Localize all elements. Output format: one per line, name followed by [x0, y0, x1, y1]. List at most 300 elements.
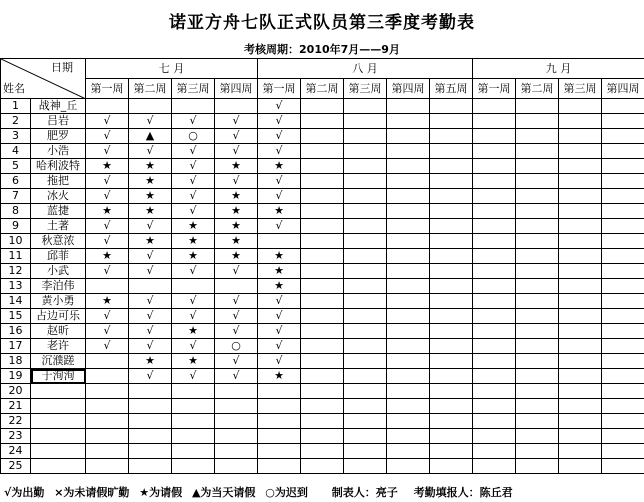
attendance-cell[interactable]	[215, 444, 258, 459]
attendance-cell[interactable]	[602, 234, 644, 249]
attendance-cell[interactable]	[516, 444, 559, 459]
attendance-cell[interactable]	[258, 234, 301, 249]
member-name-cell[interactable]	[31, 459, 86, 474]
attendance-cell[interactable]: ★	[172, 354, 215, 369]
attendance-cell[interactable]	[430, 324, 473, 339]
attendance-cell[interactable]	[559, 99, 602, 114]
attendance-cell[interactable]	[301, 444, 344, 459]
attendance-cell[interactable]	[516, 159, 559, 174]
attendance-cell[interactable]: √	[172, 204, 215, 219]
attendance-cell[interactable]	[301, 99, 344, 114]
attendance-cell[interactable]	[344, 354, 387, 369]
row-number-cell[interactable]: 2	[1, 114, 31, 129]
attendance-cell[interactable]	[602, 219, 644, 234]
attendance-cell[interactable]	[430, 369, 473, 384]
attendance-cell[interactable]	[430, 264, 473, 279]
attendance-cell[interactable]	[301, 189, 344, 204]
attendance-cell[interactable]	[172, 429, 215, 444]
attendance-cell[interactable]	[344, 99, 387, 114]
attendance-cell[interactable]	[473, 129, 516, 144]
row-number-cell[interactable]: 16	[1, 324, 31, 339]
attendance-cell[interactable]	[129, 444, 172, 459]
row-number-cell[interactable]: 10	[1, 234, 31, 249]
attendance-cell[interactable]: √	[129, 114, 172, 129]
attendance-cell[interactable]	[387, 279, 430, 294]
attendance-cell[interactable]	[473, 324, 516, 339]
attendance-cell[interactable]	[387, 219, 430, 234]
attendance-cell[interactable]: √	[258, 309, 301, 324]
attendance-cell[interactable]: ★	[215, 219, 258, 234]
attendance-cell[interactable]	[559, 204, 602, 219]
attendance-cell[interactable]	[559, 429, 602, 444]
attendance-cell[interactable]: √	[129, 144, 172, 159]
attendance-cell[interactable]	[602, 309, 644, 324]
attendance-cell[interactable]	[516, 129, 559, 144]
member-name-cell[interactable]: 吕岩	[31, 114, 86, 129]
attendance-cell[interactable]	[559, 264, 602, 279]
row-number-cell[interactable]: 3	[1, 129, 31, 144]
attendance-cell[interactable]: √	[258, 129, 301, 144]
attendance-cell[interactable]: √	[86, 309, 129, 324]
attendance-cell[interactable]	[387, 309, 430, 324]
attendance-cell[interactable]	[430, 159, 473, 174]
attendance-cell[interactable]	[172, 399, 215, 414]
attendance-cell[interactable]	[559, 234, 602, 249]
attendance-cell[interactable]	[473, 264, 516, 279]
member-name-cell[interactable]: 土著	[31, 219, 86, 234]
attendance-cell[interactable]	[86, 414, 129, 429]
attendance-cell[interactable]: √	[86, 264, 129, 279]
attendance-cell[interactable]	[215, 459, 258, 474]
attendance-cell[interactable]	[602, 444, 644, 459]
attendance-cell[interactable]	[602, 204, 644, 219]
header-corner[interactable]	[1, 59, 86, 99]
attendance-cell[interactable]	[559, 129, 602, 144]
attendance-cell[interactable]: √	[215, 354, 258, 369]
attendance-cell[interactable]	[559, 339, 602, 354]
attendance-cell[interactable]	[430, 99, 473, 114]
attendance-cell[interactable]	[559, 399, 602, 414]
attendance-cell[interactable]	[301, 309, 344, 324]
attendance-cell[interactable]	[602, 414, 644, 429]
attendance-cell[interactable]	[516, 279, 559, 294]
attendance-cell[interactable]	[344, 219, 387, 234]
member-name-cell[interactable]	[31, 429, 86, 444]
attendance-cell[interactable]	[559, 294, 602, 309]
attendance-cell[interactable]: √	[215, 309, 258, 324]
attendance-cell[interactable]: √	[258, 219, 301, 234]
row-number-cell[interactable]: 1	[1, 99, 31, 114]
week-header-august-2[interactable]: 第二周	[301, 79, 344, 99]
attendance-cell[interactable]: √	[172, 309, 215, 324]
attendance-cell[interactable]	[344, 309, 387, 324]
attendance-cell[interactable]	[344, 429, 387, 444]
attendance-cell[interactable]	[301, 414, 344, 429]
attendance-cell[interactable]: √	[86, 174, 129, 189]
attendance-cell[interactable]: ★	[129, 189, 172, 204]
attendance-cell[interactable]: ★	[172, 219, 215, 234]
member-name-cell[interactable]: 老许	[31, 339, 86, 354]
attendance-cell[interactable]: ★	[86, 204, 129, 219]
attendance-cell[interactable]: √	[86, 234, 129, 249]
attendance-cell[interactable]	[559, 219, 602, 234]
attendance-cell[interactable]: √	[258, 354, 301, 369]
attendance-cell[interactable]: ★	[215, 234, 258, 249]
attendance-cell[interactable]	[258, 444, 301, 459]
month-header-september[interactable]: 九 月	[473, 59, 644, 79]
attendance-cell[interactable]	[559, 114, 602, 129]
attendance-cell[interactable]	[215, 99, 258, 114]
attendance-cell[interactable]	[301, 159, 344, 174]
attendance-cell[interactable]	[344, 234, 387, 249]
attendance-cell[interactable]	[430, 144, 473, 159]
member-name-cell[interactable]: 战神_丘	[31, 99, 86, 114]
attendance-cell[interactable]: ★	[129, 204, 172, 219]
attendance-cell[interactable]	[602, 264, 644, 279]
attendance-cell[interactable]	[602, 324, 644, 339]
attendance-cell[interactable]	[129, 429, 172, 444]
attendance-cell[interactable]	[430, 444, 473, 459]
attendance-cell[interactable]: √	[215, 264, 258, 279]
attendance-cell[interactable]	[559, 384, 602, 399]
attendance-cell[interactable]: ★	[129, 234, 172, 249]
attendance-cell[interactable]	[301, 459, 344, 474]
attendance-cell[interactable]	[344, 174, 387, 189]
attendance-cell[interactable]	[473, 339, 516, 354]
row-number-cell[interactable]: 18	[1, 354, 31, 369]
attendance-cell[interactable]	[86, 99, 129, 114]
row-number-cell[interactable]: 25	[1, 459, 31, 474]
attendance-cell[interactable]: √	[172, 339, 215, 354]
attendance-cell[interactable]: ★	[86, 159, 129, 174]
attendance-cell[interactable]	[301, 429, 344, 444]
attendance-cell[interactable]	[301, 114, 344, 129]
member-name-cell[interactable]: 黄小勇	[31, 294, 86, 309]
attendance-cell[interactable]: √	[172, 264, 215, 279]
attendance-cell[interactable]: ▲	[129, 129, 172, 144]
attendance-cell[interactable]	[602, 99, 644, 114]
attendance-cell[interactable]	[473, 219, 516, 234]
attendance-cell[interactable]	[172, 279, 215, 294]
attendance-cell[interactable]	[602, 159, 644, 174]
attendance-cell[interactable]	[602, 174, 644, 189]
attendance-cell[interactable]	[344, 279, 387, 294]
attendance-cell[interactable]: ★	[215, 159, 258, 174]
attendance-cell[interactable]	[516, 354, 559, 369]
attendance-cell[interactable]	[516, 264, 559, 279]
attendance-cell[interactable]: √	[258, 324, 301, 339]
attendance-cell[interactable]	[86, 279, 129, 294]
attendance-cell[interactable]	[129, 99, 172, 114]
attendance-cell[interactable]	[301, 294, 344, 309]
attendance-cell[interactable]	[430, 384, 473, 399]
attendance-cell[interactable]	[430, 339, 473, 354]
attendance-cell[interactable]	[86, 429, 129, 444]
attendance-cell[interactable]	[172, 414, 215, 429]
row-number-cell[interactable]: 19	[1, 369, 31, 384]
week-header-july-3[interactable]: 第三周	[172, 79, 215, 99]
attendance-cell[interactable]: √	[215, 144, 258, 159]
attendance-cell[interactable]	[387, 264, 430, 279]
attendance-cell[interactable]: ★	[129, 159, 172, 174]
attendance-cell[interactable]	[473, 279, 516, 294]
attendance-cell[interactable]	[301, 339, 344, 354]
attendance-cell[interactable]	[215, 384, 258, 399]
member-name-cell[interactable]: 拖把	[31, 174, 86, 189]
attendance-cell[interactable]	[215, 399, 258, 414]
week-header-july-1[interactable]: 第一周	[86, 79, 129, 99]
attendance-cell[interactable]	[430, 249, 473, 264]
row-number-cell[interactable]: 8	[1, 204, 31, 219]
row-number-cell[interactable]: 21	[1, 399, 31, 414]
attendance-cell[interactable]	[516, 414, 559, 429]
attendance-cell[interactable]	[559, 174, 602, 189]
row-number-cell[interactable]: 12	[1, 264, 31, 279]
attendance-cell[interactable]	[602, 129, 644, 144]
attendance-cell[interactable]	[301, 219, 344, 234]
attendance-cell[interactable]	[301, 129, 344, 144]
attendance-cell[interactable]: √	[86, 219, 129, 234]
attendance-cell[interactable]	[602, 384, 644, 399]
attendance-cell[interactable]	[473, 369, 516, 384]
attendance-cell[interactable]	[473, 174, 516, 189]
attendance-cell[interactable]	[387, 444, 430, 459]
attendance-cell[interactable]	[602, 294, 644, 309]
attendance-cell[interactable]	[559, 279, 602, 294]
attendance-cell[interactable]	[559, 354, 602, 369]
attendance-cell[interactable]	[430, 399, 473, 414]
attendance-cell[interactable]	[430, 309, 473, 324]
attendance-cell[interactable]	[516, 174, 559, 189]
week-header-july-4[interactable]: 第四周	[215, 79, 258, 99]
attendance-cell[interactable]	[301, 354, 344, 369]
attendance-cell[interactable]	[430, 354, 473, 369]
attendance-cell[interactable]	[473, 234, 516, 249]
row-number-cell[interactable]: 23	[1, 429, 31, 444]
attendance-cell[interactable]	[430, 279, 473, 294]
attendance-cell[interactable]	[430, 459, 473, 474]
attendance-cell[interactable]	[473, 399, 516, 414]
attendance-cell[interactable]	[473, 249, 516, 264]
member-name-cell[interactable]: 于洵洵	[31, 369, 86, 384]
attendance-cell[interactable]	[301, 144, 344, 159]
attendance-cell[interactable]: √	[86, 324, 129, 339]
week-header-september-1[interactable]: 第一周	[473, 79, 516, 99]
attendance-cell[interactable]	[344, 369, 387, 384]
attendance-cell[interactable]	[172, 99, 215, 114]
week-header-august-4[interactable]: 第四周	[387, 79, 430, 99]
attendance-cell[interactable]: ★	[258, 249, 301, 264]
attendance-cell[interactable]: ★	[86, 249, 129, 264]
member-name-cell[interactable]: 哈利波特	[31, 159, 86, 174]
row-number-cell[interactable]: 14	[1, 294, 31, 309]
attendance-cell[interactable]: √	[129, 324, 172, 339]
attendance-cell[interactable]	[387, 459, 430, 474]
attendance-cell[interactable]	[387, 399, 430, 414]
attendance-cell[interactable]	[258, 384, 301, 399]
attendance-cell[interactable]	[129, 459, 172, 474]
attendance-cell[interactable]: ★	[258, 204, 301, 219]
attendance-cell[interactable]	[430, 234, 473, 249]
row-number-cell[interactable]: 24	[1, 444, 31, 459]
attendance-cell[interactable]: ○	[172, 129, 215, 144]
attendance-cell[interactable]	[344, 399, 387, 414]
attendance-cell[interactable]	[559, 459, 602, 474]
attendance-cell[interactable]: ★	[129, 174, 172, 189]
month-header-july[interactable]: 七 月	[86, 59, 258, 79]
attendance-cell[interactable]	[387, 324, 430, 339]
week-header-september-2[interactable]: 第二周	[516, 79, 559, 99]
attendance-cell[interactable]	[516, 459, 559, 474]
attendance-cell[interactable]	[344, 384, 387, 399]
attendance-cell[interactable]	[301, 204, 344, 219]
attendance-cell[interactable]	[344, 339, 387, 354]
attendance-cell[interactable]: √	[86, 144, 129, 159]
attendance-cell[interactable]	[430, 129, 473, 144]
attendance-cell[interactable]	[215, 429, 258, 444]
attendance-cell[interactable]	[258, 459, 301, 474]
member-name-cell[interactable]: 秋意浓	[31, 234, 86, 249]
attendance-cell[interactable]	[473, 459, 516, 474]
attendance-cell[interactable]	[344, 189, 387, 204]
attendance-cell[interactable]	[430, 189, 473, 204]
attendance-cell[interactable]: √	[215, 369, 258, 384]
attendance-cell[interactable]	[516, 429, 559, 444]
attendance-cell[interactable]	[344, 144, 387, 159]
row-number-cell[interactable]: 11	[1, 249, 31, 264]
attendance-cell[interactable]	[602, 429, 644, 444]
attendance-cell[interactable]: √	[258, 189, 301, 204]
attendance-cell[interactable]	[344, 294, 387, 309]
attendance-cell[interactable]	[516, 369, 559, 384]
attendance-cell[interactable]: ★	[172, 324, 215, 339]
attendance-cell[interactable]	[430, 219, 473, 234]
attendance-cell[interactable]	[473, 354, 516, 369]
attendance-cell[interactable]	[516, 294, 559, 309]
attendance-cell[interactable]	[387, 129, 430, 144]
attendance-cell[interactable]	[430, 204, 473, 219]
member-name-cell[interactable]	[31, 399, 86, 414]
attendance-cell[interactable]	[559, 414, 602, 429]
attendance-cell[interactable]	[129, 384, 172, 399]
attendance-cell[interactable]	[344, 114, 387, 129]
attendance-cell[interactable]: √	[129, 339, 172, 354]
attendance-cell[interactable]	[602, 249, 644, 264]
attendance-cell[interactable]	[387, 369, 430, 384]
attendance-cell[interactable]	[430, 294, 473, 309]
row-number-cell[interactable]: 22	[1, 414, 31, 429]
attendance-cell[interactable]	[559, 369, 602, 384]
attendance-cell[interactable]	[258, 414, 301, 429]
attendance-cell[interactable]	[172, 444, 215, 459]
attendance-cell[interactable]	[301, 369, 344, 384]
attendance-cell[interactable]	[516, 204, 559, 219]
attendance-cell[interactable]	[344, 204, 387, 219]
attendance-cell[interactable]	[473, 99, 516, 114]
attendance-cell[interactable]	[344, 249, 387, 264]
attendance-cell[interactable]: ★	[129, 354, 172, 369]
week-header-august-1[interactable]: 第一周	[258, 79, 301, 99]
attendance-cell[interactable]: √	[215, 129, 258, 144]
attendance-cell[interactable]	[172, 459, 215, 474]
member-name-cell[interactable]	[31, 444, 86, 459]
attendance-cell[interactable]	[516, 114, 559, 129]
attendance-cell[interactable]	[473, 309, 516, 324]
member-name-cell[interactable]: 肥罗	[31, 129, 86, 144]
attendance-cell[interactable]	[387, 159, 430, 174]
attendance-cell[interactable]	[301, 279, 344, 294]
attendance-cell[interactable]	[559, 249, 602, 264]
attendance-cell[interactable]: √	[86, 129, 129, 144]
attendance-cell[interactable]	[215, 279, 258, 294]
attendance-cell[interactable]	[86, 459, 129, 474]
attendance-cell[interactable]: ○	[215, 339, 258, 354]
attendance-cell[interactable]: √	[129, 264, 172, 279]
attendance-cell[interactable]: √	[258, 114, 301, 129]
attendance-cell[interactable]	[301, 384, 344, 399]
attendance-cell[interactable]: √	[129, 219, 172, 234]
attendance-cell[interactable]: ★	[258, 369, 301, 384]
attendance-cell[interactable]	[602, 459, 644, 474]
attendance-cell[interactable]	[86, 444, 129, 459]
attendance-cell[interactable]: ★	[258, 264, 301, 279]
row-number-cell[interactable]: 6	[1, 174, 31, 189]
member-name-cell[interactable]: 小浩	[31, 144, 86, 159]
attendance-cell[interactable]	[387, 99, 430, 114]
attendance-cell[interactable]	[301, 234, 344, 249]
attendance-cell[interactable]: √	[86, 339, 129, 354]
attendance-cell[interactable]	[387, 189, 430, 204]
attendance-cell[interactable]	[301, 264, 344, 279]
row-number-cell[interactable]: 4	[1, 144, 31, 159]
attendance-cell[interactable]: √	[258, 99, 301, 114]
attendance-cell[interactable]	[301, 174, 344, 189]
attendance-cell[interactable]	[387, 429, 430, 444]
attendance-cell[interactable]	[602, 339, 644, 354]
row-number-cell[interactable]: 15	[1, 309, 31, 324]
attendance-cell[interactable]: √	[172, 174, 215, 189]
attendance-cell[interactable]	[86, 384, 129, 399]
month-header-august[interactable]: 八 月	[258, 59, 473, 79]
attendance-cell[interactable]	[430, 114, 473, 129]
attendance-cell[interactable]	[430, 414, 473, 429]
attendance-cell[interactable]	[344, 264, 387, 279]
week-header-september-4[interactable]: 第四周	[602, 79, 644, 99]
attendance-cell[interactable]	[516, 324, 559, 339]
row-number-cell[interactable]: 7	[1, 189, 31, 204]
attendance-cell[interactable]: ★	[258, 159, 301, 174]
attendance-cell[interactable]	[86, 399, 129, 414]
attendance-cell[interactable]	[387, 249, 430, 264]
member-name-cell[interactable]	[31, 384, 86, 399]
week-header-august-3[interactable]: 第三周	[344, 79, 387, 99]
attendance-cell[interactable]	[387, 114, 430, 129]
attendance-cell[interactable]: ★	[172, 249, 215, 264]
attendance-cell[interactable]: √	[129, 294, 172, 309]
attendance-cell[interactable]	[559, 189, 602, 204]
attendance-cell[interactable]: ★	[86, 294, 129, 309]
attendance-cell[interactable]	[516, 339, 559, 354]
attendance-cell[interactable]: √	[258, 294, 301, 309]
attendance-cell[interactable]	[559, 444, 602, 459]
attendance-cell[interactable]	[387, 174, 430, 189]
attendance-cell[interactable]	[387, 204, 430, 219]
attendance-cell[interactable]	[172, 384, 215, 399]
attendance-cell[interactable]	[344, 459, 387, 474]
attendance-cell[interactable]	[559, 144, 602, 159]
attendance-cell[interactable]: ★	[215, 204, 258, 219]
row-number-cell[interactable]: 17	[1, 339, 31, 354]
